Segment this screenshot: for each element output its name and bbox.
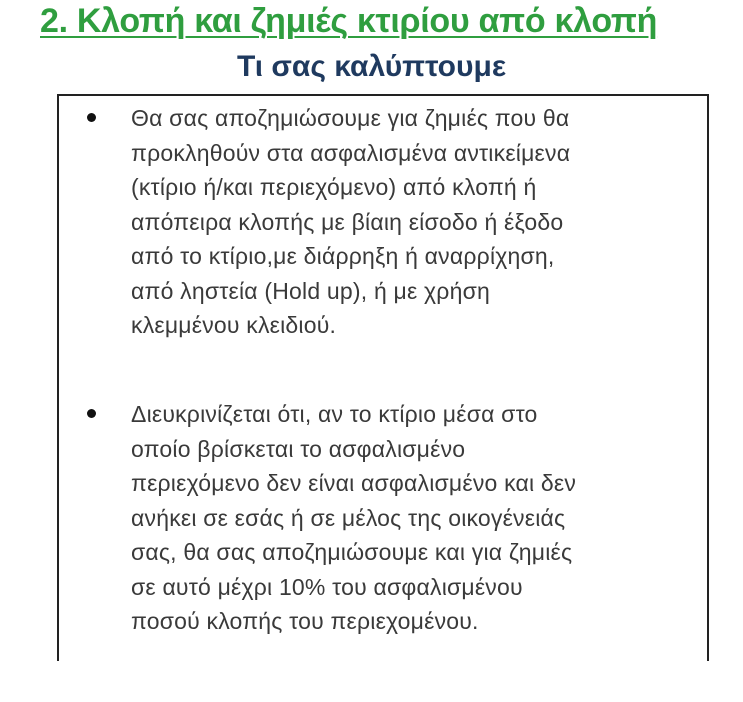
coverage-subheading: Τι σας καλύπτουμε	[236, 50, 507, 83]
coverage-box	[57, 94, 709, 661]
bullet-text: Θα σας αποζημιώσουμε για ζημιές που θα προκληθούν στα ασφαλισμένα αντικείμενα (κτίριο ή/και περιεχόμενο) από κλοπή ή απόπειρα κλοπής με βίαιη είσοδο ή έξοδο από το κτίριο,με διάρρηξη ή αναρρίχηση, από ληστεία (Hold up), ή με χρήση κλεμμένου κλειδιού.	[131, 105, 571, 338]
bullet-icon	[87, 113, 96, 122]
bullet-text: Διευκρινίζεται ότι, αν το κτίριο μέσα στο οποίο βρίσκεται το ασφαλισμένο περιεχόμενο δεν είναι ασφαλισμένο και δεν ανήκει σε εσάς ή σε μέλος της οικογένειάς σας, θα σας αποζημιώσουμε και για ζημιές σε αυτό μέχρι 10% του ασφαλισμένου ποσού κλοπής του περιεχομένου.	[131, 401, 577, 634]
section-heading: 2. Κλοπή και ζημιές κτιρίου από κλοπή	[40, 2, 658, 40]
bullet-icon	[87, 409, 96, 418]
